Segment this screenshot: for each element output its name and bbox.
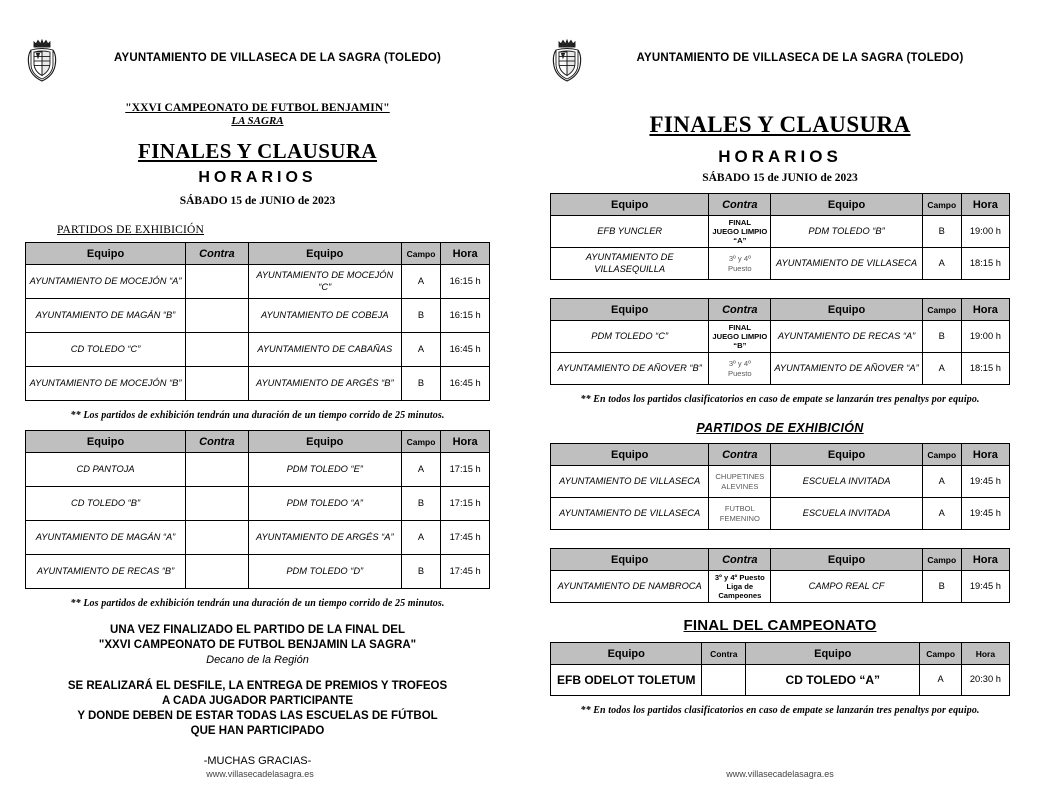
page-date: SÁBADO 15 de JUNIO de 2023 — [179, 195, 336, 207]
cell-campo: B — [401, 299, 440, 333]
cell-campo: B — [922, 571, 961, 603]
cell-equipo2: AYUNTAMIENTO DE AÑOVER “A” — [771, 353, 922, 385]
note-penaltys-1: ** En todos los partidos clasificatorios en caso de empate se lanzarán tres penaltys por equipo. — [580, 394, 980, 405]
column-header-campo-4: Campo — [922, 444, 961, 466]
column-header-equipo-1: Equipo — [26, 243, 186, 265]
cell-contra — [186, 265, 249, 299]
column-header-equipo-1: Equipo — [551, 299, 709, 321]
cell-hora: 16:15 h — [441, 265, 490, 299]
cell-campo: B — [922, 321, 961, 353]
cell-campo: A — [401, 333, 440, 367]
coat-of-arms-icon — [550, 36, 584, 82]
schedule-table-right-4 — [550, 548, 1010, 603]
cell-hora: 19:00 h — [961, 321, 1009, 353]
column-header-equipo-1: Equipo — [551, 549, 709, 571]
table-header-row — [551, 194, 1010, 216]
closing-line-1: UNA VEZ FINALIZADO EL PARTIDO DE LA FINAL DEL — [110, 624, 405, 636]
cell-hora: 17:45 h — [441, 521, 490, 555]
table-header-row — [551, 549, 1010, 571]
cell-campo: A — [922, 466, 961, 498]
page-right-header — [550, 34, 1010, 82]
cell-equipo2: AYUNTAMIENTO DE MOCEJÓN “C” — [248, 265, 401, 299]
cell-campo: B — [401, 555, 440, 589]
cell-equipo2: AYUNTAMIENTO DE RECAS “A” — [771, 321, 922, 353]
cell-contra — [186, 333, 249, 367]
section-heading-exhibicion-right: PARTIDOS DE EXHIBICIÓN — [696, 421, 864, 435]
schedule-table-right-1 — [550, 193, 1010, 280]
schedule-table-left-1 — [25, 242, 490, 401]
cell-campo: B — [401, 487, 440, 521]
table-row — [26, 555, 490, 589]
cell-contra — [186, 487, 249, 521]
cell-equipo1: AYUNTAMIENTO DE VILLASECA — [551, 498, 709, 530]
cell-equipo2: AYUNTAMIENTO DE CABAÑAS — [248, 333, 401, 367]
cell-equipo2: AYUNTAMIENTO DE COBEJA — [248, 299, 401, 333]
table-row — [551, 466, 1010, 498]
cell-hora: 16:45 h — [441, 367, 490, 401]
table-row — [551, 353, 1010, 385]
table-row — [551, 665, 1010, 696]
page-date-right: SÁBADO 15 de JUNIO de 2023 — [702, 172, 858, 184]
cell-hora: 19:45 h — [961, 498, 1009, 530]
cell-equipo1: PDM TOLEDO “C” — [551, 321, 709, 353]
column-header-hora-5: Hora — [961, 549, 1009, 571]
cell-contra: FUTBOL FEMENINO — [709, 498, 771, 530]
cell-campo: B — [922, 216, 961, 248]
column-header-equipo-3: Equipo — [771, 549, 922, 571]
table-row — [551, 321, 1010, 353]
closing-decano: Decano de la Región — [206, 654, 309, 667]
cell-hora: 17:15 h — [441, 453, 490, 487]
cell-hora: 19:00 h — [961, 216, 1009, 248]
page-right — [520, 0, 1040, 797]
table-row — [26, 265, 490, 299]
table-row — [26, 521, 490, 555]
schedule-table-final — [550, 642, 1010, 696]
column-header-hora-5: Hora — [961, 444, 1009, 466]
cell-equipo1: CD TOLEDO “C” — [26, 333, 186, 367]
column-header-contra-2: Contra — [709, 194, 771, 216]
cell-campo: A — [920, 665, 961, 696]
schedule-table-right-3 — [550, 443, 1010, 530]
table-row — [26, 453, 490, 487]
table-row — [26, 299, 490, 333]
cell-equipo2: CD TOLEDO “A” — [746, 665, 920, 696]
cell-equipo2: CAMPO REAL CF — [771, 571, 922, 603]
closing-line-4: A CADA JUGADOR PARTICIPANTE — [161, 694, 354, 707]
championship-subtitle: LA SAGRA — [231, 115, 284, 127]
cell-hora: 19:45 h — [961, 466, 1009, 498]
table-row — [551, 571, 1010, 603]
cell-equipo2: ESCUELA INVITADA — [771, 498, 922, 530]
championship-title: "XXVI CAMPEONATO DE FUTBOL BENJAMIN" — [125, 102, 390, 114]
table-header-row — [26, 243, 490, 265]
cell-contra: FINAL JUEGO LIMPIO “A” — [709, 216, 771, 248]
cell-equipo1: AYUNTAMIENTO DE MOCEJÓN “B” — [26, 367, 186, 401]
cell-contra: 3º y 4º Puesto — [709, 248, 771, 280]
note-exhibicion-2: ** Los partidos de exhibición tendrán una duración de un tiempo corrido de 25 minutos. — [70, 598, 445, 609]
column-header-equipo-3: Equipo — [771, 299, 922, 321]
cell-equipo1: CD PANTOJA — [26, 453, 186, 487]
table-row — [551, 248, 1010, 280]
column-header-equipo-1: Equipo — [551, 194, 709, 216]
column-header-equipo-1: Equipo — [551, 444, 709, 466]
cell-campo: A — [922, 248, 961, 280]
column-header-campo-4: Campo — [401, 431, 440, 453]
closing-line-5: Y DONDE DEBEN DE ESTAR TODAS LAS ESCUELAS DE FÚTBOL — [77, 710, 438, 723]
schedule-table-left-2 — [25, 430, 490, 589]
cell-contra: FINAL JUEGO LIMPIO “B” — [709, 321, 771, 353]
cell-hora: 18:15 h — [961, 248, 1009, 280]
cell-equipo2: PDM TOLEDO “A” — [248, 487, 401, 521]
cell-equipo2: PDM TOLEDO “B” — [771, 216, 922, 248]
cell-campo: A — [401, 265, 440, 299]
section-heading-final-campeonato: FINAL DEL CAMPEONATO — [683, 617, 877, 634]
cell-equipo1: AYUNTAMIENTO DE VILLASEQUILLA — [551, 248, 709, 280]
cell-equipo2: PDM TOLEDO “E” — [248, 453, 401, 487]
column-header-contra-2: Contra — [186, 431, 249, 453]
schedule-table-right-2 — [550, 298, 1010, 385]
org-name: AYUNTAMIENTO DE VILLASECA DE LA SAGRA (TOLEDO) — [114, 52, 441, 64]
column-header-campo-4: Campo — [922, 549, 961, 571]
table-header-row — [26, 431, 490, 453]
column-header-hora-5: Hora — [441, 431, 490, 453]
cell-contra — [186, 453, 249, 487]
cell-equipo1: AYUNTAMIENTO DE MAGÁN “A” — [26, 521, 186, 555]
cell-campo: B — [401, 367, 440, 401]
coat-of-arms-icon — [25, 36, 59, 82]
column-header-hora-5: Hora — [961, 299, 1009, 321]
cell-contra: 3º y 4º Puesto Liga de Campeones — [709, 571, 771, 603]
column-header-campo-4: Campo — [922, 299, 961, 321]
table-row — [26, 487, 490, 521]
cell-equipo1: AYUNTAMIENTO DE RECAS “B” — [26, 555, 186, 589]
column-header-equipo-3: Equipo — [248, 431, 401, 453]
column-header-hora-5: Hora — [441, 243, 490, 265]
cell-equipo2: PDM TOLEDO “D” — [248, 555, 401, 589]
cell-equipo2: AYUNTAMIENTO DE ARGÉS “B” — [248, 367, 401, 401]
table-row — [551, 498, 1010, 530]
page-title-finales: FINALES Y CLAUSURA — [137, 139, 377, 163]
column-header-contra-2: Contra — [186, 243, 249, 265]
footer-website-right[interactable]: www.villasecadelasagra.es — [726, 769, 834, 779]
cell-equipo1: EFB ODELOT TOLETUM — [551, 665, 702, 696]
closing-block — [25, 623, 490, 767]
column-header-contra-2: Contra — [709, 444, 771, 466]
cell-contra — [186, 521, 249, 555]
cell-campo: A — [401, 453, 440, 487]
column-header-equipo-3: Equipo — [771, 194, 922, 216]
cell-equipo1: AYUNTAMIENTO DE VILLASECA — [551, 466, 709, 498]
cell-campo: A — [922, 353, 961, 385]
cell-campo: A — [922, 498, 961, 530]
cell-contra — [186, 367, 249, 401]
cell-equipo1: AYUNTAMIENTO DE MAGÁN “B” — [26, 299, 186, 333]
cell-hora: 16:15 h — [441, 299, 490, 333]
section-heading-exhibicion-1: PARTIDOS DE EXHIBICIÓN — [57, 224, 205, 236]
column-header-campo-4: Campo — [401, 243, 440, 265]
column-header-hora-5: Hora — [961, 194, 1009, 216]
column-header-equipo-3: Equipo — [771, 444, 922, 466]
cell-equipo1: CD TOLEDO “B” — [26, 487, 186, 521]
cell-contra: 3º y 4º Puesto — [709, 353, 771, 385]
closing-line-3: SE REALIZARÁ EL DESFILE, LA ENTREGA DE PREMIOS Y TROFEOS — [67, 679, 448, 692]
cell-hora: 17:15 h — [441, 487, 490, 521]
column-header-contra-2: Contra — [709, 299, 771, 321]
page-title-horarios-right: HORARIOS — [718, 147, 842, 166]
cell-contra — [186, 555, 249, 589]
cell-equipo1: AYUNTAMIENTO DE AÑOVER “B” — [551, 353, 709, 385]
column-header-hora-5: Hora — [961, 643, 1009, 665]
cell-equipo2: AYUNTAMIENTO DE ARGÉS “A” — [248, 521, 401, 555]
table-row — [551, 216, 1010, 248]
cell-contra: CHUPETINES ALEVINES — [709, 466, 771, 498]
column-header-contra-2: Contra — [709, 549, 771, 571]
column-header-campo-4: Campo — [920, 643, 961, 665]
cell-hora: 18:15 h — [961, 353, 1009, 385]
cell-hora: 17:45 h — [441, 555, 490, 589]
column-header-contra-2: Contra — [702, 643, 746, 665]
note-penaltys-2: ** En todos los partidos clasificatorios en caso de empate se lanzarán tres penaltys por equipo. — [580, 705, 980, 716]
cell-equipo1: AYUNTAMIENTO DE MOCEJÓN “A” — [26, 265, 186, 299]
cell-hora: 20:30 h — [961, 665, 1009, 696]
table-header-row — [551, 444, 1010, 466]
note-exhibicion-1: ** Los partidos de exhibición tendrán una duración de un tiempo corrido de 25 minutos. — [70, 410, 445, 421]
page-left-header — [25, 34, 490, 82]
page-title-finales-right: FINALES Y CLAUSURA — [649, 112, 911, 137]
table-header-row — [551, 643, 1010, 665]
column-header-equipo-1: Equipo — [26, 431, 186, 453]
column-header-equipo-3: Equipo — [746, 643, 920, 665]
cell-hora: 19:45 h — [961, 571, 1009, 603]
cell-contra — [186, 299, 249, 333]
closing-gracias: -MUCHAS GRACIAS- — [203, 755, 312, 768]
footer-website-left[interactable]: www.villasecadelasagra.es — [206, 769, 314, 779]
table-row — [26, 333, 490, 367]
cell-equipo2: ESCUELA INVITADA — [771, 466, 922, 498]
cell-equipo1: AYUNTAMIENTO DE NAMBROCA — [551, 571, 709, 603]
column-header-equipo-3: Equipo — [248, 243, 401, 265]
cell-equipo2: AYUNTAMIENTO DE VILLASECA — [771, 248, 922, 280]
closing-line-2: "XXVI CAMPEONATO DE FUTBOL BENJAMIN LA SAGRA" — [98, 639, 417, 652]
column-header-equipo-1: Equipo — [551, 643, 702, 665]
cell-hora: 16:45 h — [441, 333, 490, 367]
org-name: AYUNTAMIENTO DE VILLASECA DE LA SAGRA (TOLEDO) — [636, 52, 964, 64]
closing-line-6: QUE HAN PARTICIPADO — [190, 725, 325, 738]
cell-campo: A — [401, 521, 440, 555]
page-title-horarios: HORARIOS — [198, 169, 317, 186]
cell-contra — [702, 665, 746, 696]
table-row — [26, 367, 490, 401]
cell-equipo1: EFB YUNCLER — [551, 216, 709, 248]
table-header-row — [551, 299, 1010, 321]
column-header-campo-4: Campo — [922, 194, 961, 216]
